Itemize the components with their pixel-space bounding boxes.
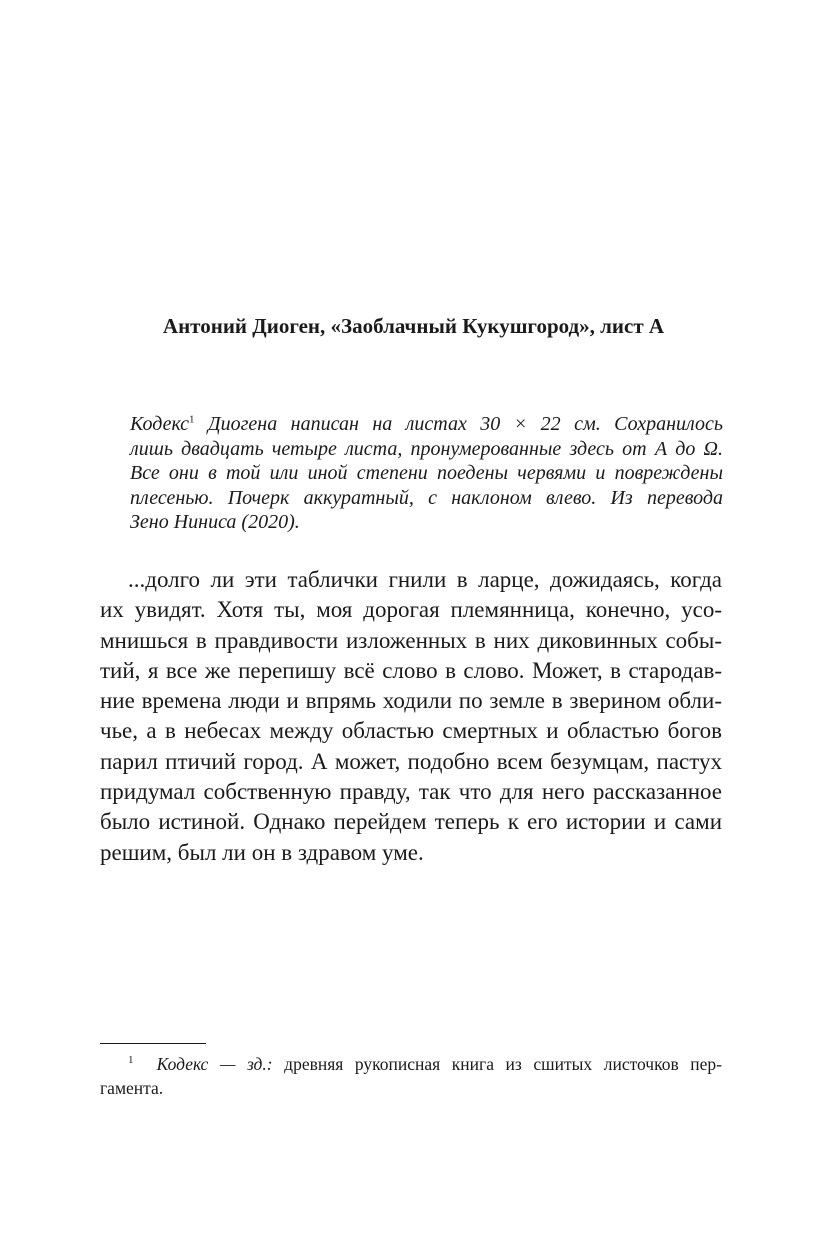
epigraph-line: Зено Ниниса (2020). [130,511,300,533]
body-line: тий, я все же перепишу всё слово в слово. Может, в стародав- [100,657,722,683]
epigraph-first-word: Кодекс [130,413,189,435]
body-paragraph [100,565,722,868]
body-line: ...долго ли эти таблички гнили в ларце, дожидаясь, когда [128,567,722,592]
epigraph-line: плесенью. Почерк аккуратный, с наклоном влево. Из перевода [130,486,723,509]
epigraph-line: лишь двадцать четыре листа, пронумерованные здесь от А до Ω. [130,437,723,460]
body-line: придумал собственную правду, так что для него рассказанное [100,779,722,805]
epigraph-line: Все они в той или иной степени поедены червями и повреждены [130,462,723,484]
chapter-title: Антоний Диоген, «Заоблачный Кукушгород», лист А [162,314,665,338]
footnote-marker: 1 [188,413,195,426]
footnote-term: Кодекс — зд.: [156,1054,273,1074]
body-line: чье, а в небесах между областью смертных и областью богов [100,718,722,744]
footnote-line: гамента. [100,1078,164,1098]
footnote-line: $^1$ Кодекс — зд.: древняя рукописная книга из сшитых листочков пер- [128,1054,723,1074]
body-line: мнишься в правдивости изложенных в них диковинных собы- [100,627,722,653]
body-line: ние времена люди и впрямь ходили по земле в зверином обли- [100,688,722,714]
footnote-divider [100,1043,206,1044]
body-line: их увидят. Хотя ты, моя дорогая племянница, конечно, усо- [100,597,722,623]
epigraph-line: Кодекс$^1$ Диогена написан на листах 30 × 22 см. Сохранилось [130,413,723,435]
footnote-number: 1 [128,1054,134,1067]
body-line: было истиной. Однако перейдем теперь к его истории и сами [100,809,722,835]
body-line: решим, был ли он в здравом уме. [100,839,424,865]
footnote [100,1052,722,1100]
body-line: парил птичий город. А может, подобно всем безумцам, пастух [100,748,722,774]
epigraph [130,412,723,535]
